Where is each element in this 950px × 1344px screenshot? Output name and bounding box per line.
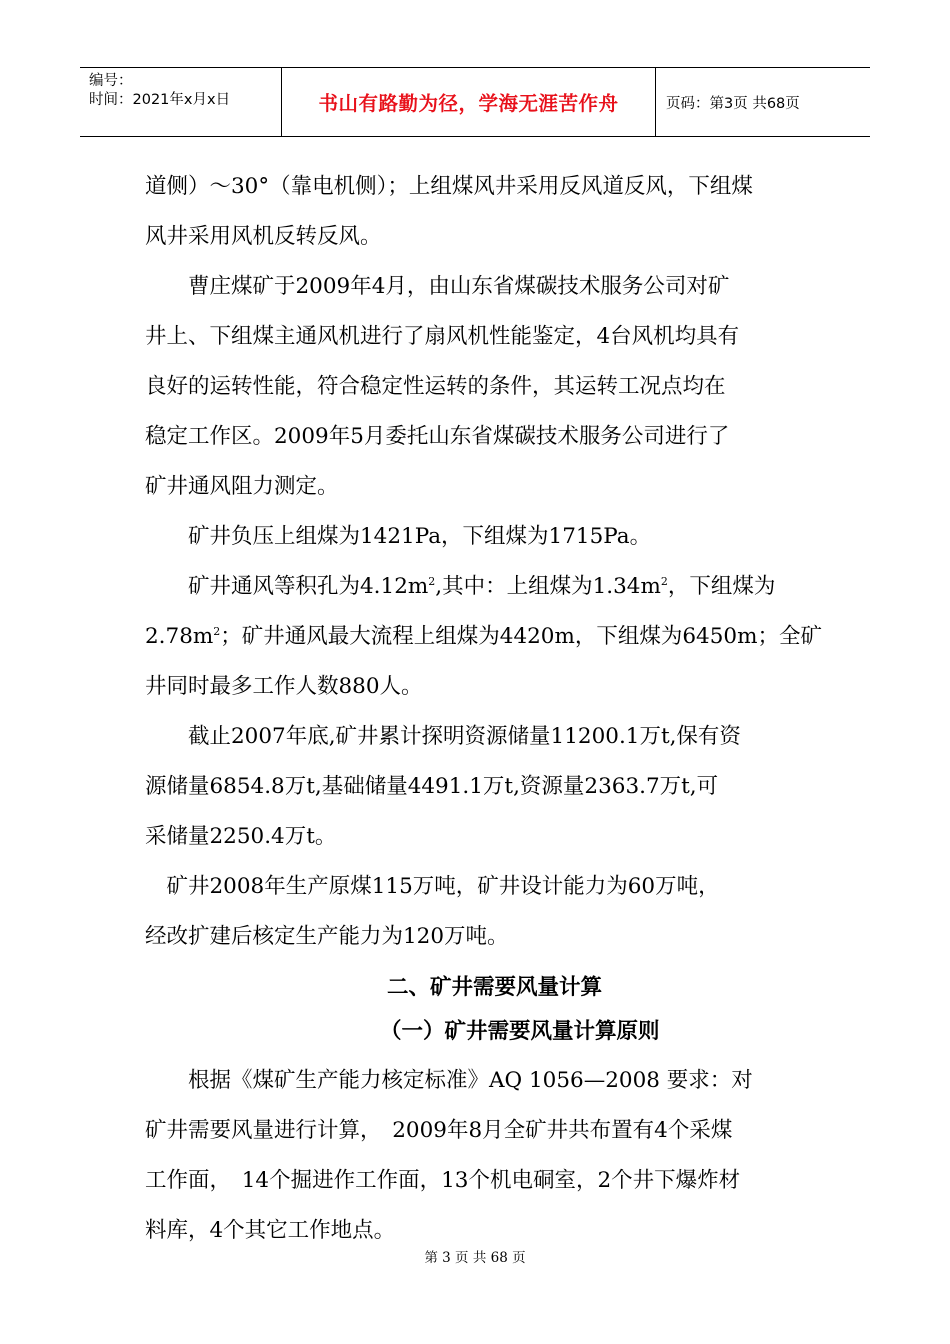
body-line: 经改扩建后核定生产能力为120万吨。 [145, 924, 509, 949]
page-footer: 第 3 页 共 68 页 [424, 1250, 526, 1266]
body-line: 工作面， 14个掘进作工作面，13个机电硐室，2个井下爆炸材 [145, 1168, 741, 1193]
section-heading: 二、矿井需要风量计算 [387, 975, 603, 1000]
text-fragment: ；矿井通风最大流程上组煤为4420m，下组煤为6450m；全矿 [220, 624, 822, 649]
superscript: 2 [660, 574, 668, 588]
page-header [80, 67, 870, 137]
superscript: 2 [213, 624, 221, 638]
subsection-heading: （一）矿井需要风量计算原则 [380, 1019, 660, 1044]
body-line: 料库，4个其它工作地点。 [145, 1218, 396, 1243]
body-line-ventilation-route [145, 612, 822, 662]
text-fragment: 矿井通风等积孔为4.12m [145, 574, 429, 599]
document-body [145, 162, 822, 1256]
superscript: 2 [428, 574, 436, 588]
body-line: 矿井2008年生产原煤115万吨，矿井设计能力为60万吨， [145, 874, 720, 899]
body-line: 截止2007年底,矿井累计探明资源储量11200.1万t,保有资 [145, 724, 741, 749]
body-line: 良好的运转性能，符合稳定性运转的条件，其运转工况点均在 [145, 374, 726, 399]
body-line: 矿井通风阻力测定。 [145, 474, 339, 499]
body-line: 曹庄煤矿于2009年4月，由山东省煤碳技术服务公司对矿 [145, 274, 730, 299]
doc-date: 时间：2021年x月x日 [89, 92, 231, 108]
header-meta [80, 68, 282, 136]
header-page-info: 页码：第3页 共68页 [666, 95, 800, 112]
body-line: 源储量6854.8万t,基础储量4491.1万t,资源量2363.7万t,可 [145, 774, 719, 799]
body-line: 采储量2250.4万t。 [145, 824, 337, 849]
body-line: 矿井负压上组煤为1421Pa，下组煤为1715Pa。 [145, 524, 652, 549]
body-line: 矿井需要风量进行计算， 2009年8月全矿井共布置有4个采煤 [145, 1118, 733, 1143]
body-line-equivalent-orifice [145, 562, 815, 612]
text-fragment: ,其中：上组煤为1.34m [435, 574, 661, 599]
body-line: 稳定工作区。2009年5月委托山东省煤碳技术服务公司进行了 [145, 424, 730, 449]
body-line: 风井采用风机反转反风。 [145, 224, 382, 249]
body-line: 井上、下组煤主通风机进行了扇风机性能鉴定，4台风机均具有 [145, 324, 740, 349]
body-line: 道侧）～30°（靠电机侧）；上组煤风井采用反风道反风，下组煤 [145, 174, 753, 199]
body-line: 井同时最多工作人数880人。 [145, 674, 423, 699]
header-motto: 书山有路勤为径，学海无涯苦作舟 [282, 68, 656, 136]
text-fragment: 2.78m [145, 624, 214, 649]
text-fragment: ，下组煤为 [667, 574, 776, 599]
doc-code-label: 编号： [89, 73, 133, 89]
body-line: 根据《煤矿生产能力核定标准》AQ 1056—2008 要求：对 [145, 1068, 753, 1093]
